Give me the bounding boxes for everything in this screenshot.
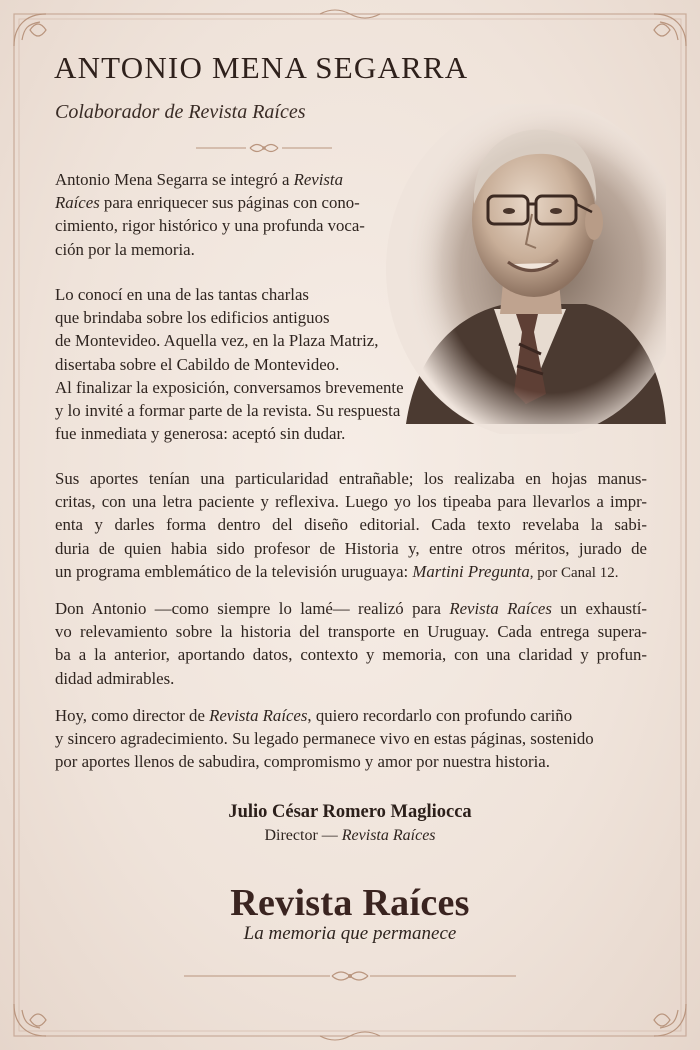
text-line: enta y darles forma dentro del diseño editorial. Cada texto revelaba la sabi- bbox=[55, 515, 647, 535]
page-title: ANTONIO MENA SEGARRA bbox=[54, 50, 469, 85]
text-run: para enriquecer sus páginas con cono- bbox=[99, 193, 360, 213]
text-line: ción por la memoria. bbox=[55, 239, 195, 259]
publication-name: Revista Raíces bbox=[341, 827, 436, 844]
portrait-photo bbox=[376, 104, 666, 434]
text-line: fue inmediata y generosa: aceptó sin dudar. bbox=[55, 424, 346, 444]
text-line: que brindaba sobre los edificios antiguos bbox=[55, 308, 330, 328]
publication-name: Revista bbox=[293, 170, 343, 189]
text-line: disertaba sobre el Cabildo de Montevideo. bbox=[55, 354, 340, 374]
text-run: , quiero recordarlo con profundo cariño bbox=[307, 706, 573, 725]
signature-name: Julio César Romero Magliocca bbox=[228, 802, 472, 822]
scroll-divider-icon bbox=[194, 141, 334, 155]
text-run: Hoy, como director de bbox=[55, 706, 210, 725]
text-run: , por Canal 12. bbox=[529, 564, 619, 581]
paragraph-transport bbox=[55, 597, 647, 690]
text-line: ba a la anterior, aportando datos, contexto y memoria, con una claridad y profun- bbox=[55, 645, 647, 665]
text-line: cimiento, rigor histórico y una profunda voca- bbox=[55, 216, 365, 236]
text-line: por aportes llenos de sabudira, compromismo y amor por nuestra historia. bbox=[55, 752, 550, 772]
program-name: Martini Pregunta bbox=[412, 561, 530, 581]
text-run: Antonio Mena Segarra se integró a bbox=[55, 170, 294, 189]
text-run: Don Antonio —como siempre lo lamé— realizó para bbox=[55, 599, 450, 618]
paragraph-contributions bbox=[55, 467, 647, 585]
text-line: y lo invité a formar parte de la revista. Su respuesta bbox=[55, 401, 401, 421]
corner-ornament-icon bbox=[654, 1004, 686, 1036]
publication-name: Raíces bbox=[55, 193, 100, 213]
corner-ornament-icon bbox=[14, 14, 46, 46]
role-prefix: Director — bbox=[264, 827, 342, 844]
text-line: Sus aportes tenían una particularidad entrañable; los realizaba en hojas manus- bbox=[55, 469, 647, 488]
scroll-divider-icon bbox=[180, 968, 520, 984]
text-line: didad admirables. bbox=[55, 668, 175, 688]
corner-ornament-icon bbox=[14, 1004, 46, 1036]
text-run: un exhaustí- bbox=[551, 599, 647, 618]
paragraph-intro bbox=[55, 168, 400, 261]
text-line: Al finalizar la exposición, conversamos brevemente bbox=[55, 377, 404, 397]
publication-name: Revista Raíces bbox=[209, 706, 308, 725]
brand-block bbox=[0, 880, 700, 946]
signature-role bbox=[0, 825, 700, 847]
text-line: vo relevamiento sobre la historia del transporte en Uruguay. Cada entrega supera- bbox=[55, 622, 647, 642]
signature-block bbox=[0, 799, 700, 847]
brand-tagline: La memoria que permanece bbox=[243, 923, 457, 944]
brand-title: Revista Raíces bbox=[230, 882, 470, 924]
corner-ornament-icon bbox=[654, 14, 686, 46]
text-line: Lo conocí en una de las tantas charlas bbox=[55, 285, 309, 304]
text-line: de Montevideo. Aquella vez, en la Plaza Matriz, bbox=[55, 331, 379, 351]
paragraph-meeting bbox=[55, 283, 404, 445]
page-subtitle: Colaborador de Revista Raíces bbox=[55, 101, 306, 123]
text-line: critas, con una letra paciente y reflexiva. Luego yo los tipeaba para llevarlos a impr- bbox=[55, 492, 647, 512]
text-line: y sincero agradecimiento. Su legado permanece vivo en estas páginas, sostenido bbox=[55, 729, 594, 749]
publication-name: Revista Raíces bbox=[449, 599, 552, 618]
paragraph-tribute bbox=[55, 704, 647, 774]
text-line: duria de quien habia sido profesor de Historia y, entre otros méritos, jurado de bbox=[55, 538, 647, 558]
text-run: un programa emblemático de la televisión uruguaya: bbox=[55, 561, 413, 581]
